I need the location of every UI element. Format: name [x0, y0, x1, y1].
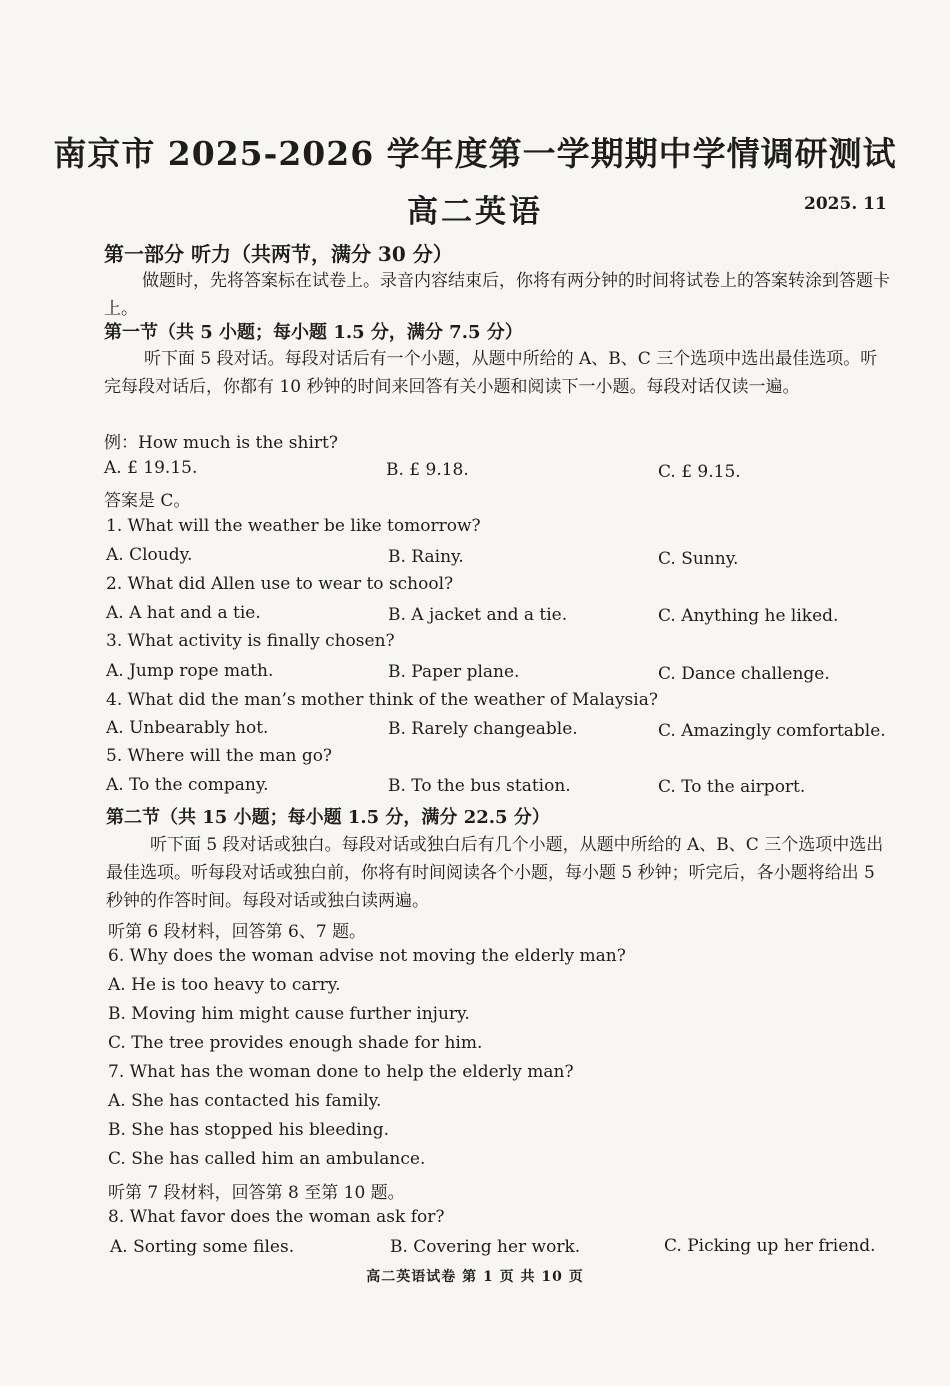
question-5-option-a: A. To the company.	[106, 775, 269, 795]
question-8-option-a: A. Sorting some files.	[110, 1237, 295, 1257]
question-1-option-a: A. Cloudy.	[106, 545, 193, 565]
question-3: 3. What activity is finally chosen?	[106, 631, 395, 651]
question-7-option-c: C. She has called him an ambulance.	[108, 1149, 426, 1169]
question-4-option-c: C. Amazingly comfortable.	[658, 721, 886, 741]
question-1-option-b: B. Rainy.	[388, 547, 464, 567]
part1-instruction: 做题时，先将答案标在试卷上。录音内容结束后，你将有两分钟的时间将试卷上的答案转涂到答题卡上。	[104, 271, 890, 319]
question-2: 2. What did Allen use to wear to school?	[106, 574, 454, 594]
example-option-b: B. £ 9.18.	[386, 460, 469, 480]
section1-instruction: 听下面 5 段对话。每段对话后有一个小题，从题中所给的 A、B、C 三个选项中选出最佳选项。听完每段对话后，你都有 10 秒钟的时间来回答有关小题和阅读下一小题。每段对话仅读一遍。	[104, 349, 878, 397]
question-1: 1. What will the weather be like tomorrow?	[106, 516, 481, 536]
question-1-option-c: C. Sunny.	[658, 549, 739, 569]
section2-instruction: 听下面 5 段对话或独白。每段对话或独白后有几个小题，从题中所给的 A、B、C 三个选项中选出最佳选项。听每段对话或独白前，你将有时间阅读各个小题，每小题 5 秒钟；听完后，各小题将给出 5 秒钟的作答时间。每段对话或独白读两遍。	[106, 835, 884, 911]
part1-heading: 第一部分 听力（共两节，满分 30 分）	[104, 242, 453, 266]
question-4: 4. What did the man’s mother think of the weather of Malaysia?	[106, 690, 658, 710]
question-4-option-b: B. Rarely changeable.	[388, 719, 578, 739]
exam-date: 2025. 11	[804, 194, 887, 214]
material-6-label: 听第 6 段材料，回答第 6、7 题。	[108, 922, 367, 942]
question-2-option-c: C. Anything he liked.	[658, 606, 839, 626]
question-6: 6. Why does the woman advise not moving the elderly man?	[108, 946, 626, 966]
question-7-option-a: A. She has contacted his family.	[108, 1091, 382, 1111]
example-answer: 答案是 C。	[104, 491, 191, 511]
question-3-option-b: B. Paper plane.	[388, 662, 520, 682]
question-7: 7. What has the woman done to help the elderly man?	[108, 1062, 574, 1082]
question-8-option-c: C. Picking up her friend.	[664, 1236, 876, 1256]
question-3-option-a: A. Jump rope math.	[106, 661, 274, 681]
example-option-a: A. £ 19.15.	[104, 458, 198, 478]
question-8: 8. What favor does the woman ask for?	[108, 1207, 445, 1227]
page-footer: 高二英语试卷 第 1 页 共 10 页	[366, 1269, 584, 1285]
question-6-option-c: C. The tree provides enough shade for him.	[108, 1033, 483, 1053]
question-4-option-a: A. Unbearably hot.	[106, 718, 269, 738]
question-5-option-c: C. To the airport.	[658, 777, 806, 797]
material-7-label: 听第 7 段材料，回答第 8 至第 10 题。	[108, 1183, 405, 1203]
question-2-option-a: A. A hat and a tie.	[106, 603, 261, 623]
example-question: 例：How much is the shirt?	[104, 433, 338, 453]
question-6-option-a: A. He is too heavy to carry.	[108, 975, 341, 995]
question-8-option-b: B. Covering her work.	[390, 1237, 581, 1257]
example-option-c: C. £ 9.15.	[658, 462, 741, 482]
question-5-option-b: B. To the bus station.	[388, 776, 571, 796]
question-5: 5. Where will the man go?	[106, 746, 333, 766]
question-7-option-b: B. She has stopped his bleeding.	[108, 1120, 389, 1140]
section1-heading: 第一节（共 5 小题；每小题 1.5 分，满分 7.5 分）	[104, 322, 523, 343]
question-2-option-b: B. A jacket and a tie.	[388, 605, 568, 625]
question-6-option-b: B. Moving him might cause further injury.	[108, 1004, 470, 1024]
exam-title: 南京市 2025-2026 学年度第一学期期中学情调研测试	[53, 134, 897, 173]
exam-subtitle: 高二英语	[407, 194, 543, 230]
question-3-option-c: C. Dance challenge.	[658, 664, 830, 684]
section2-heading: 第二节（共 15 小题；每小题 1.5 分，满分 22.5 分）	[106, 807, 550, 828]
